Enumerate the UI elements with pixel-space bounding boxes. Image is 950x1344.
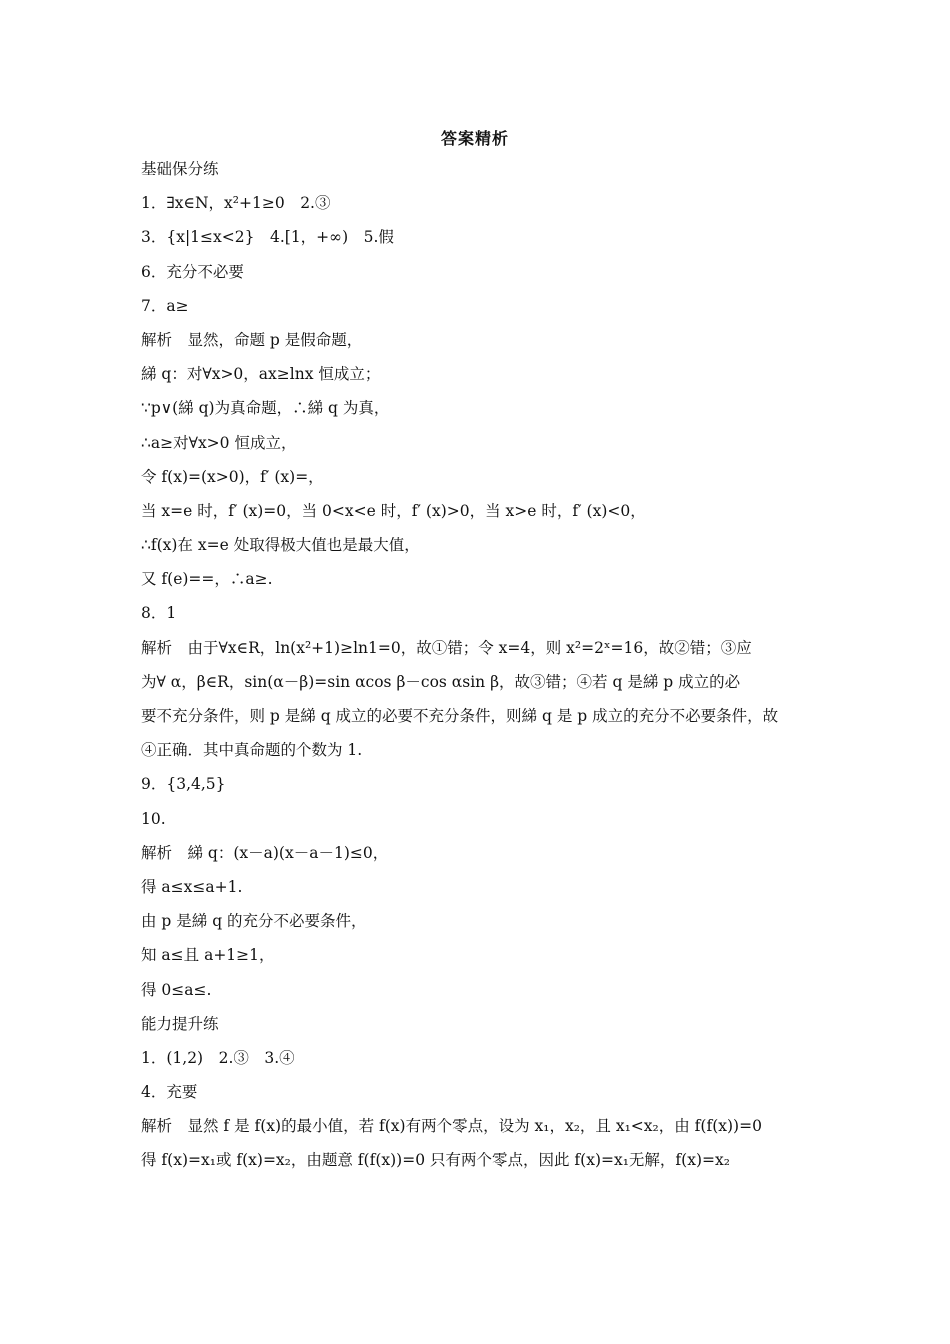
explanation-line: ∴f(x)在 x=e 处取得极大值也是最大值，	[141, 536, 420, 555]
explanation-line: 由 p 是綈 q 的充分不必要条件，	[141, 912, 367, 931]
explanation-line: 又 f(e)==，∴a≥.	[141, 570, 273, 589]
answer-line: 1．∃x∈N，x²+1≥0 2.③	[141, 194, 331, 213]
explanation-line: 要不充分条件，则 p 是綈 q 成立的必要不充分条件，则綈 q 是 p 成立的充分不必要条件，故	[141, 707, 779, 725]
explanation-line: 当 x=e 时，f′ (x)=0，当 0<x<e 时，f′ (x)>0，当 x>e 时，f′ (x)<0，	[141, 501, 646, 520]
answer-line: 9．{3,4,5}	[141, 775, 226, 794]
explanation-line: ∵p∨(綈 q)为真命题，∴綈 q 为真，	[141, 399, 390, 418]
explanation-line: 得 f(x)=x₁或 f(x)=x₂，由题意 f(f(x))=0 只有两个零点，因此 f(x)=x₁无解，f(x)=x₂	[141, 1151, 730, 1170]
explanation-line: 解析 由于∀x∈R，ln(x²+1)≥ln1=0，故①错；令 x=4，则 x²=2ˣ=16，故②错；③应	[141, 638, 752, 657]
answer-line: 1．(1,2) 2.③ 3.④	[141, 1048, 295, 1067]
explanation-line: 知 a≤且 a+1≥1，	[141, 946, 275, 965]
explanation-line: 得 0≤a≤.	[141, 980, 212, 999]
explanation-line: 令 f(x)=(x>0)，f′ (x)=，	[141, 467, 324, 486]
answer-line: 8．1	[141, 604, 177, 623]
explanation-line: 解析 显然 f 是 f(x)的最小值，若 f(x)有两个零点，设为 x₁，x₂，且 x₁<x₂，由 f(f(x))=0	[141, 1117, 762, 1136]
explanation-line: 解析 綈 q：(x－a)(x－a－1)≤0，	[141, 843, 389, 862]
explanation-line: 得 a≤x≤a+1.	[141, 877, 243, 896]
answer-line: 3．{x|1≤x<2} 4.[1，+∞) 5.假	[141, 228, 394, 247]
explanation-line: ∴a≥对∀x>0 恒成立，	[141, 433, 297, 452]
answer-line: 6．充分不必要	[141, 262, 244, 281]
answer-line: 10.	[141, 809, 166, 828]
explanation-line: ④正确．其中真命题的个数为 1.	[141, 741, 363, 760]
answer-content	[141, 152, 813, 1178]
explanation-line: 綈 q：对∀x>0，ax≥lnx 恒成立；	[141, 365, 381, 384]
answer-line: 7．a≥	[141, 296, 189, 315]
explanation-line: 解析 显然，命题 p 是假命题，	[141, 330, 363, 349]
answer-line: 4．充要	[141, 1083, 198, 1102]
section-heading-advanced: 能力提升练	[141, 1014, 219, 1033]
section-heading-basic: 基础保分练	[141, 160, 219, 178]
explanation-line: 为∀ α，β∈R，sin(α－β)=sin αcos β－cos αsin β，故③错；④若 q 是綈 p 成立的必	[141, 672, 741, 691]
page-title: 答案精析	[440, 129, 509, 148]
